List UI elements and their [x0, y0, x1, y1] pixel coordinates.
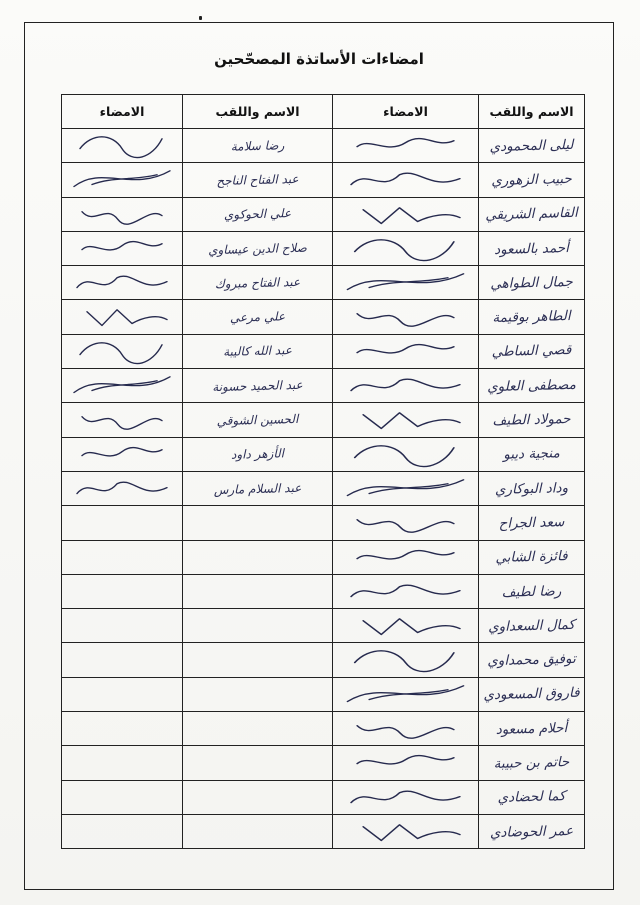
name-cell-left — [183, 197, 333, 231]
signature-cell-left — [62, 266, 183, 300]
handwritten-signature — [62, 266, 182, 299]
signature-cell-right — [333, 266, 479, 300]
name-cell-left — [183, 266, 333, 300]
handwritten-signature — [62, 403, 182, 436]
name-cell-right — [479, 129, 585, 163]
handwritten-signature — [62, 198, 182, 231]
handwritten-name: علي الحوكوي — [223, 206, 292, 223]
signature-cell-right — [333, 403, 479, 437]
handwritten-name — [183, 624, 332, 628]
name-cell-right — [479, 437, 585, 471]
name-cell-right — [479, 609, 585, 643]
name-cell-right — [479, 471, 585, 505]
handwritten-name: قصي الساطي — [491, 342, 572, 361]
handwritten-name: القاسم الشريقي — [485, 205, 578, 224]
signature-cell-right — [333, 677, 479, 711]
handwritten-signature — [62, 369, 182, 402]
table-row — [62, 574, 585, 608]
handwritten-name: توفيق محمداوي — [487, 650, 576, 670]
name-cell-right — [479, 712, 585, 746]
handwritten-signature — [333, 232, 478, 265]
signature-cell-left — [62, 712, 183, 746]
signature-cell-left — [62, 129, 183, 163]
handwritten-signature — [333, 198, 478, 231]
name-cell-right — [479, 231, 585, 265]
signature-cell-right — [333, 300, 479, 334]
handwritten-name: عبد السلام مارس — [213, 480, 302, 497]
name-cell-left — [183, 231, 333, 265]
signature-cell-right — [333, 437, 479, 471]
table-row — [62, 746, 585, 780]
handwritten-signature — [62, 438, 182, 471]
name-cell-left — [183, 609, 333, 643]
signatures-table — [61, 94, 585, 849]
name-cell-right — [479, 403, 585, 437]
table-row — [62, 780, 585, 814]
handwritten-name: رضا سلامة — [230, 137, 285, 154]
handwritten-signature — [333, 369, 478, 402]
ink-dot — [199, 16, 202, 20]
handwritten-name: رضا لطيف — [501, 582, 562, 601]
name-cell-right — [479, 677, 585, 711]
handwritten-signature — [333, 266, 478, 299]
handwritten-signature — [333, 541, 478, 574]
signature-cell-left — [62, 540, 183, 574]
table-row — [62, 197, 585, 231]
table-row — [62, 437, 585, 471]
signature-cell-left — [62, 403, 183, 437]
name-cell-left — [183, 540, 333, 574]
table-row — [62, 129, 585, 163]
handwritten-name — [183, 521, 332, 525]
table-row — [62, 163, 585, 197]
table-header-row — [62, 95, 585, 129]
table-row — [62, 643, 585, 677]
name-cell-right — [479, 574, 585, 608]
handwritten-name: عبد الفتاح مبروك — [214, 274, 301, 291]
signature-cell-left — [62, 609, 183, 643]
handwritten-signature — [333, 506, 478, 539]
name-cell-left — [183, 574, 333, 608]
signature-cell-right — [333, 746, 479, 780]
signature-cell-left — [62, 334, 183, 368]
handwritten-name: فاروق المسعودي — [483, 685, 580, 704]
name-cell-right — [479, 746, 585, 780]
handwritten-name: صلاح الدين عيساوي — [207, 240, 308, 257]
signature-cell-left — [62, 163, 183, 197]
name-cell-right — [479, 540, 585, 574]
handwritten-signature — [333, 815, 478, 848]
name-cell-right — [479, 814, 585, 848]
handwritten-name: أحمد بالسعود — [493, 239, 570, 258]
signature-cell-right — [333, 609, 479, 643]
name-cell-left — [183, 712, 333, 746]
handwritten-signature — [333, 643, 478, 676]
name-cell-left — [183, 163, 333, 197]
handwritten-signature — [62, 232, 182, 265]
handwritten-signature — [333, 609, 478, 642]
handwritten-signature — [62, 335, 182, 368]
header-signature-left: الامضاء — [62, 95, 183, 129]
handwritten-signature — [333, 712, 478, 745]
handwritten-name: عمر الحوضادي — [489, 822, 574, 841]
signature-cell-left — [62, 506, 183, 540]
table-body — [62, 129, 585, 849]
handwritten-name: الحسين الشوقي — [216, 411, 299, 429]
header-signature-right: الامضاء — [333, 95, 479, 129]
handwritten-name — [183, 830, 332, 834]
signature-cell-left — [62, 437, 183, 471]
name-cell-right — [479, 163, 585, 197]
handwritten-name — [183, 795, 332, 799]
handwritten-signature — [333, 438, 478, 471]
signature-cell-right — [333, 643, 479, 677]
header-name-right: الاسم واللقب — [479, 95, 585, 129]
name-cell-left — [183, 334, 333, 368]
signature-cell-left — [62, 780, 183, 814]
handwritten-name: حبيب الزهوري — [491, 170, 572, 189]
name-cell-right — [479, 334, 585, 368]
handwritten-name: الأزهر داود — [230, 446, 285, 463]
handwritten-signature — [62, 163, 182, 196]
table-row — [62, 814, 585, 848]
table-row — [62, 266, 585, 300]
signature-cell-right — [333, 540, 479, 574]
name-cell-left — [183, 129, 333, 163]
signature-cell-left — [62, 746, 183, 780]
name-cell-left — [183, 437, 333, 471]
signature-cell-right — [333, 574, 479, 608]
handwritten-name: كمال السعداوي — [487, 616, 576, 635]
name-cell-right — [479, 369, 585, 403]
handwritten-name — [183, 590, 332, 594]
name-cell-left — [183, 643, 333, 677]
signature-cell-left — [62, 300, 183, 334]
handwritten-name: عبد الله كاليبة — [222, 343, 293, 360]
signature-cell-left — [62, 814, 183, 848]
handwritten-name: كما لحضادي — [497, 788, 566, 807]
handwritten-name — [183, 761, 332, 765]
handwritten-name: حمولاد الطيف — [492, 410, 571, 430]
handwritten-signature — [333, 300, 478, 333]
name-cell-left — [183, 814, 333, 848]
table-row — [62, 712, 585, 746]
signature-cell-right — [333, 780, 479, 814]
handwritten-name: عبد الفتاح الناجح — [216, 171, 299, 189]
table-row — [62, 403, 585, 437]
signature-cell-left — [62, 677, 183, 711]
handwritten-signature — [62, 472, 182, 505]
name-cell-right — [479, 780, 585, 814]
signature-cell-right — [333, 471, 479, 505]
handwritten-name: أحلام مسعود — [495, 719, 568, 738]
handwritten-name — [183, 658, 332, 662]
table-row — [62, 471, 585, 505]
signature-cell-left — [62, 643, 183, 677]
signature-cell-right — [333, 814, 479, 848]
name-cell-left — [183, 506, 333, 540]
name-cell-right — [479, 300, 585, 334]
signature-cell-right — [333, 334, 479, 368]
handwritten-signature — [62, 300, 182, 333]
handwritten-name: منجية ديبو — [503, 445, 560, 464]
handwritten-signature — [333, 472, 478, 505]
handwritten-name: الطاهر بوقيمة — [492, 308, 571, 327]
handwritten-signature — [333, 403, 478, 436]
handwritten-name — [183, 727, 332, 731]
handwritten-signature — [333, 575, 478, 608]
table-row — [62, 677, 585, 711]
signature-cell-right — [333, 231, 479, 265]
name-cell-right — [479, 266, 585, 300]
signature-cell-right — [333, 197, 479, 231]
document-title: امضاءات الأساتذة المصحّحين — [214, 50, 424, 68]
name-cell-left — [183, 471, 333, 505]
name-cell-left — [183, 300, 333, 334]
signature-cell-right — [333, 369, 479, 403]
handwritten-name: وداد البوكاري — [494, 479, 569, 498]
handwritten-name: فائزة الشابي — [495, 548, 568, 567]
handwritten-signature — [333, 335, 478, 368]
signature-cell-left — [62, 574, 183, 608]
handwritten-signature — [333, 781, 478, 814]
table-row — [62, 231, 585, 265]
handwritten-signature — [333, 678, 478, 711]
handwritten-signature — [333, 129, 478, 162]
table-row — [62, 540, 585, 574]
name-cell-left — [183, 746, 333, 780]
table-row — [62, 300, 585, 334]
signature-cell-left — [62, 369, 183, 403]
table-row — [62, 609, 585, 643]
signature-cell-right — [333, 506, 479, 540]
signature-cell-left — [62, 471, 183, 505]
name-cell-right — [479, 506, 585, 540]
handwritten-name: مصطفى العلوي — [486, 376, 577, 395]
handwritten-name: جمال الطواهي — [490, 273, 573, 292]
signature-cell-right — [333, 163, 479, 197]
handwritten-signature — [62, 129, 182, 162]
handwritten-signature — [333, 746, 478, 779]
name-cell-left — [183, 403, 333, 437]
table-row — [62, 369, 585, 403]
name-cell-left — [183, 369, 333, 403]
signature-cell-left — [62, 197, 183, 231]
header-name-left: الاسم واللقب — [183, 95, 333, 129]
handwritten-signature — [333, 163, 478, 196]
name-cell-left — [183, 677, 333, 711]
handwritten-name: حاتم بن حبيبة — [493, 753, 570, 772]
name-cell-left — [183, 780, 333, 814]
signature-cell-left — [62, 231, 183, 265]
handwritten-name: عبد الحميد حسونة — [212, 377, 303, 394]
handwritten-name: ليلى المحمودي — [489, 136, 574, 155]
handwritten-name — [183, 692, 332, 696]
signature-cell-right — [333, 712, 479, 746]
table-row — [62, 334, 585, 368]
name-cell-right — [479, 197, 585, 231]
name-cell-right — [479, 643, 585, 677]
table-row — [62, 506, 585, 540]
handwritten-name — [183, 555, 332, 559]
handwritten-name: سعد الجراح — [498, 514, 565, 532]
signature-cell-right — [333, 129, 479, 163]
handwritten-name: علي مرعي — [229, 309, 286, 325]
